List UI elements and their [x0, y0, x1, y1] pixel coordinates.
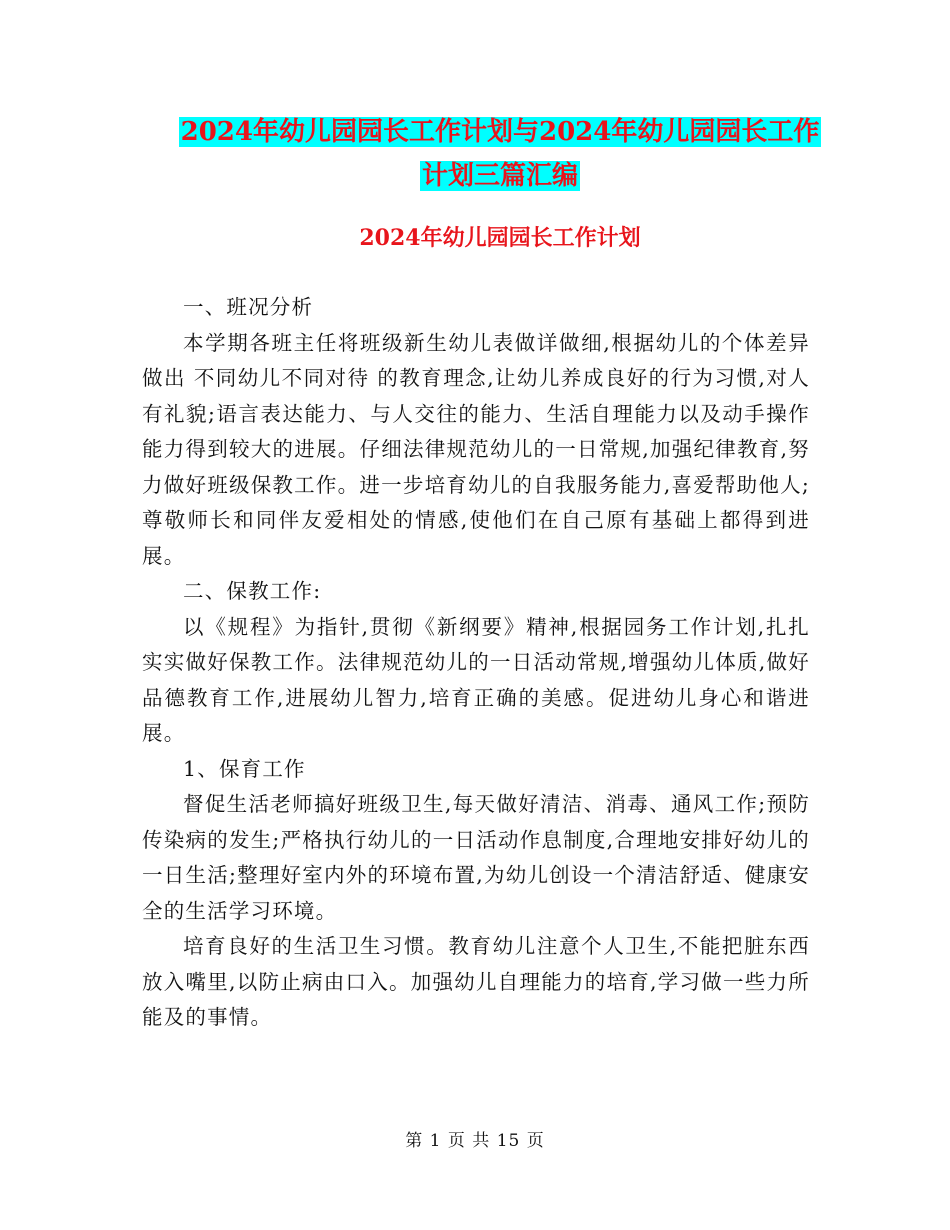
paragraph-heading-1: 一、班况分析 — [183, 295, 314, 319]
paragraph: 督促生活老师搞好班级卫生,每天做好清洁、消毒、通风工作;预防传染病的发生;严格执行幼儿的一日活动作息制度,合理地安排好幼儿的一日生活;整理好室内外的环境布置,为幼儿创设一个清洁舒适、健康安全的生活学习环境。 — [142, 792, 810, 923]
paragraph-heading-3: 1、保育工作 — [183, 756, 306, 781]
section-title: 2024年幼儿园园长工作计划 — [359, 225, 641, 251]
document-title-line-2 — [140, 154, 860, 198]
page-footer: 第 1 页 共 15 页 — [405, 1131, 545, 1151]
document-title-line-1 — [140, 110, 860, 154]
document-title-text-2: 计划三篇汇编 — [421, 161, 578, 191]
document-body — [142, 290, 810, 1036]
paragraph: 以《规程》为指针,贯彻《新纲要》精神,根据园务工作计划,扎扎实实做好保教工作。法律规范幼儿的一日活动常规,增强幼儿体质,做好品德教育工作,进展幼儿智力,培育正确的美感。促进幼儿身心和谐进展。 — [142, 614, 810, 745]
paragraph-heading-2: 二、保教工作: — [183, 579, 322, 603]
paragraph: 本学期各班主任将班级新生幼儿表做详做细,根据幼儿的个体差异做出 不同幼儿不同对待 的教育理念,让幼儿养成良好的行为习惯,对人有礼貌;语言表达能力、与人交往的能力、生活自理能力以及动手操作能力得到较大的进展。仔细法律规范幼儿的一日常规,加强纪律教育,努力做好班级保教工作。进一步培育幼儿的自我服务能力,喜爱帮助他人;尊敬师长和同伴友爱相处的情感,使他们在自己原有基础上都得到进展。 — [142, 330, 810, 568]
document-title-text-1: 2024年幼儿园园长工作计划与2024年幼儿园园长工作 — [180, 117, 820, 147]
paragraph: 培育良好的生活卫生习惯。教育幼儿注意个人卫生,不能把脏东西放入嘴里,以防止病由口入。加强幼儿自理能力的培育,学习做一些力所能及的事情。 — [142, 934, 810, 1029]
